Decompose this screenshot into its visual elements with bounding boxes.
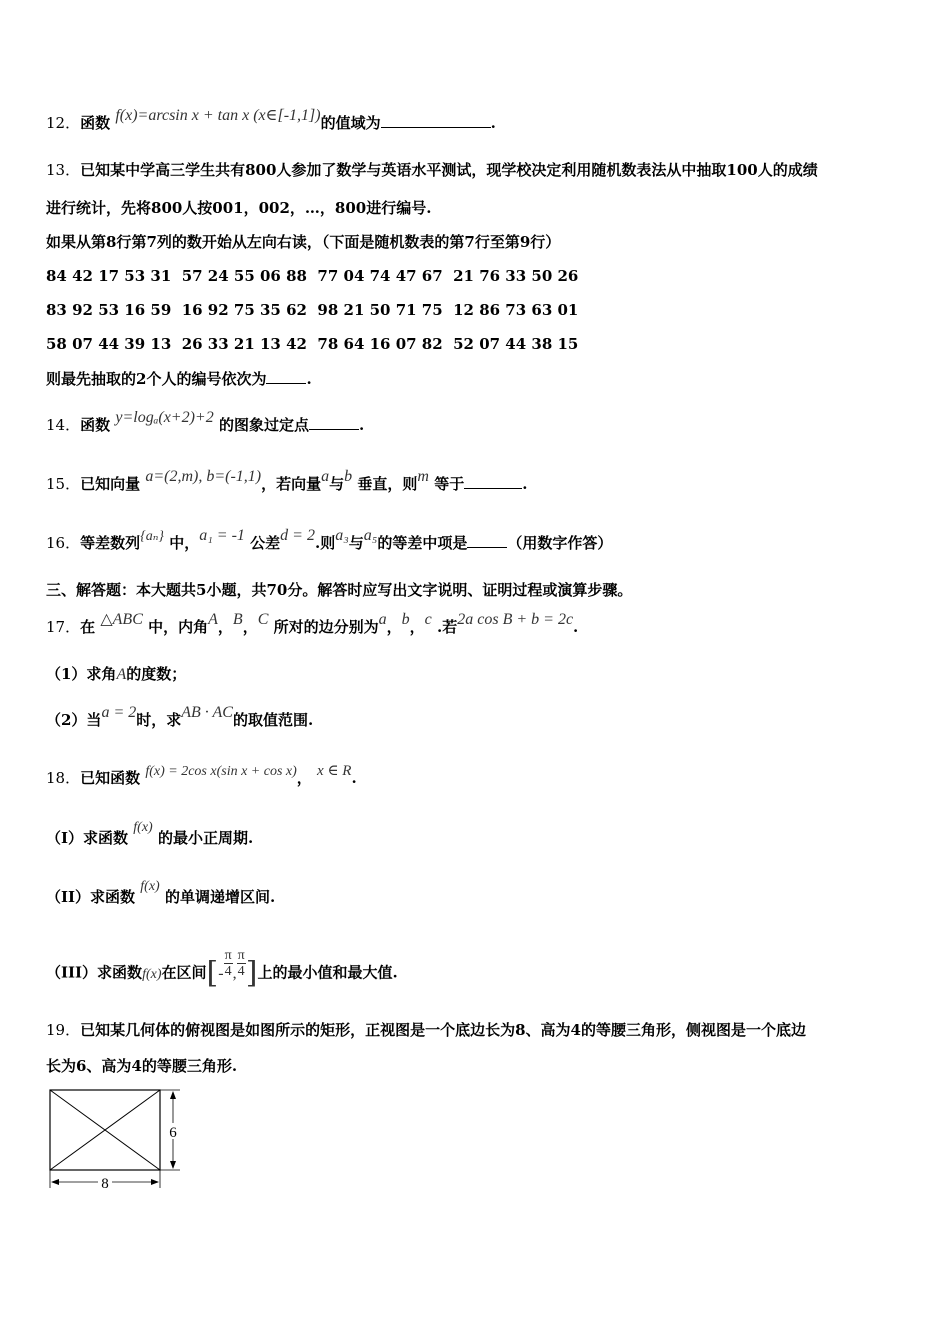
question-12: 12．函数 f(x)=arcsin x + tan x (x∈[-1,1])的值域为 .	[46, 107, 496, 132]
question-13-line1: 13．已知某中学高三学生共有800人参加了数学与英语水平测试，现学校决定利用随机数表法从中抽取100人的成绩	[46, 161, 818, 179]
question-13-last: 则最先抽取的2个人的编号依次为 .	[46, 370, 312, 388]
question-16: 16．等差数列{aₙ} 中，a₁ = -1 公差d = 2.则a₃与a₅的等差中项是 （用数字作答）	[46, 527, 613, 552]
question-18-part2: （II）求函数 f(x) 的单调递增区间.	[46, 879, 276, 906]
random-table-row: 58 07 44 39 13 26 33 21 13 42 78 64 16 07 82 52 07 44 38 15	[46, 335, 579, 353]
random-table-row: 83 92 53 16 59 16 92 75 35 62 98 21 50 71 75 12 86 73 63 01	[46, 301, 579, 319]
height-label: 6	[169, 1125, 177, 1141]
question-15: 15．已知向量 a=(2,m), b=(-1,1)，若向量a与b 垂直，则m 等于 .	[46, 468, 528, 493]
question-number: 18．	[46, 769, 81, 787]
question-14: 14．函数 y=logₐ(x+2)+2 的图象过定点 .	[46, 409, 365, 434]
question-number: 16．	[46, 534, 81, 552]
question-number: 13．	[46, 161, 81, 179]
question-17: 17．在 △ABC 中，内角A，B，C 所对的边分别为a，b，c .若2a cos B + b = 2c.	[46, 611, 579, 636]
width-label: 8	[101, 1176, 109, 1192]
question-number: 15．	[46, 475, 81, 493]
interval-left: $\frac{\pi}{4}$	[224, 948, 232, 979]
question-17-part2: （2）当a = 2时，求AB · AC的取值范围.	[46, 704, 314, 729]
answer-blank[interactable]	[464, 474, 522, 489]
question-18: 18．已知函数 f(x) = 2cos x(sin x + cos x)， x ∈ R.	[46, 763, 357, 787]
question-number: 12．	[46, 114, 81, 132]
top-view-figure	[44, 1086, 194, 1194]
interval-right: $\frac{\pi}{4}$	[237, 948, 245, 979]
answer-blank[interactable]	[266, 369, 306, 384]
question-number: 14．	[46, 416, 81, 434]
question-18-part3: （III）求函数f(x)在区间[- $\frac{\pi}{4}$ , $\frac{\pi}{4}$ ]上的最小值和最大值.	[46, 948, 398, 991]
question-number: 19．	[46, 1021, 81, 1039]
math-formula: f(x) = 2cos x(sin x + cos x)	[145, 764, 297, 779]
answer-blank[interactable]	[309, 415, 359, 430]
random-table-row: 84 42 17 53 31 57 24 55 06 88 77 04 74 47 67 21 76 33 50 26	[46, 267, 579, 285]
math-formula: a=(2,m), b=(-1,1)	[145, 468, 262, 485]
question-17-part1: （1）求角A的度数；	[46, 665, 187, 683]
math-formula: 2a cos B + b = 2c	[457, 611, 574, 628]
math-formula: y=logₐ(x+2)+2	[115, 409, 214, 426]
math-formula: f(x)=arcsin x + tan x (x∈[-1,1])	[115, 107, 321, 124]
question-19-line1: 19．已知某几何体的俯视图是如图所示的矩形，正视图是一个底边长为8、高为4的等腰三角形，侧视图是一个底边	[46, 1021, 806, 1039]
question-number: 17．	[46, 618, 81, 636]
question-18-part1: （I）求函数 f(x) 的最小正周期.	[46, 820, 254, 847]
question-13-line2: 进行统计，先将800人按001，002，…，800进行编号.	[46, 199, 432, 217]
question-19-line2: 长为6、高为4的等腰三角形.	[46, 1057, 238, 1075]
question-13-line3: 如果从第8行第7列的数开始从左向右读，（下面是随机数表的第7行至第9行）	[46, 233, 561, 251]
section-heading: 三、解答题：本大题共5小题，共70分。解答时应写出文字说明、证明过程或演算步骤。	[46, 581, 633, 599]
answer-blank[interactable]	[467, 533, 507, 548]
answer-blank[interactable]	[381, 113, 491, 128]
